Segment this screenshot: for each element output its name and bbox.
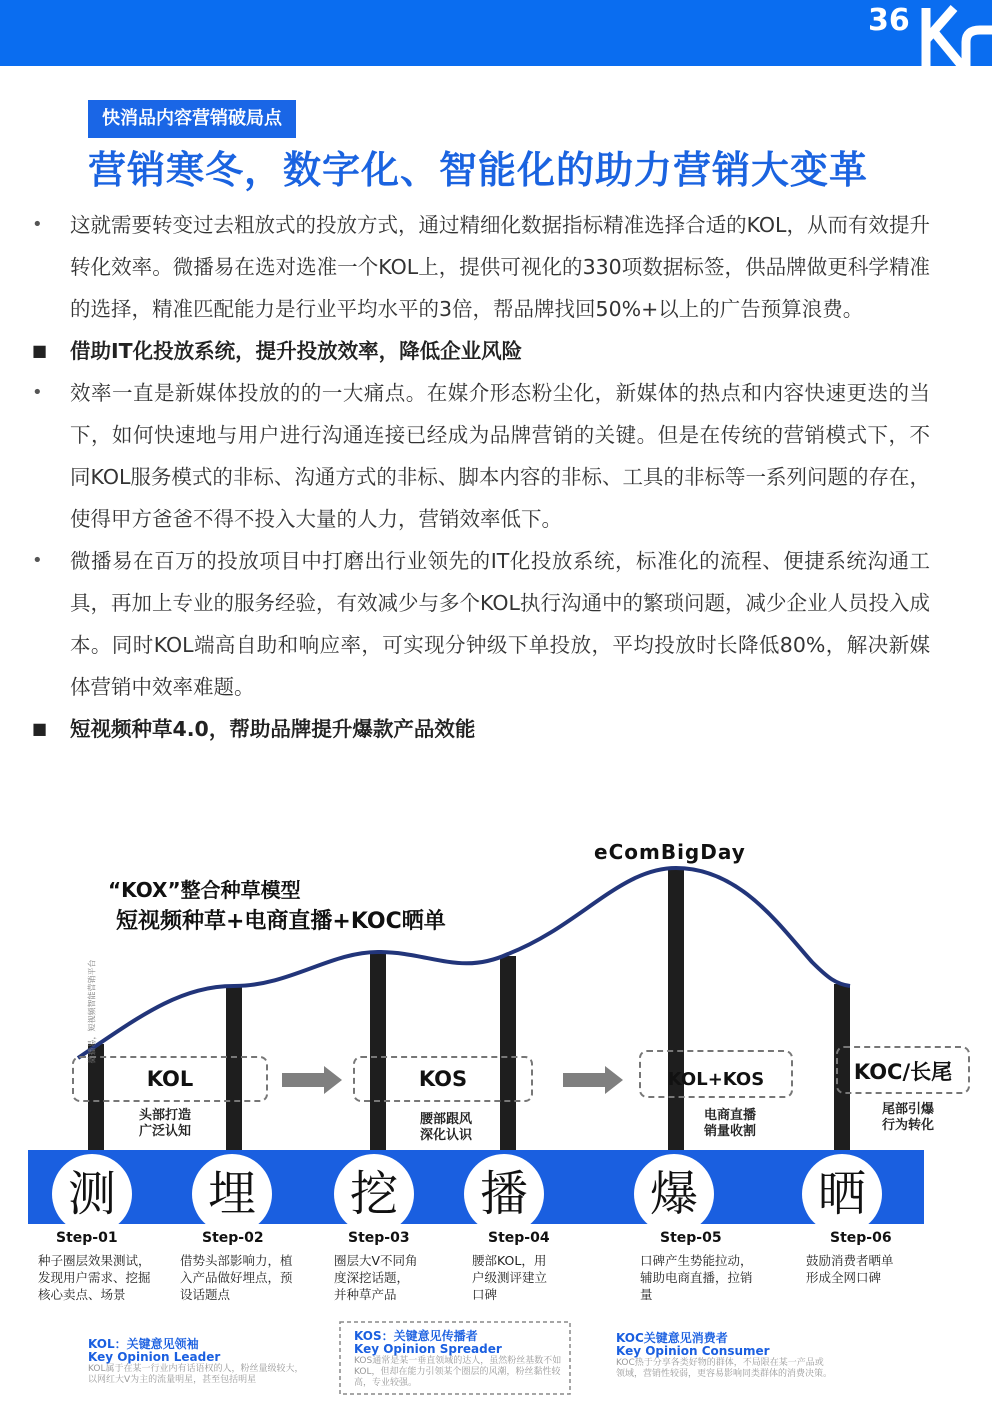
step-label-3: Step-03: [348, 1230, 410, 1246]
stage-char-5: 爆: [634, 1154, 714, 1234]
step-label-2: Step-02: [202, 1230, 264, 1246]
stage-char-6: 晒: [802, 1154, 882, 1234]
step-desc-6: 鼓励消费者晒单 形成全网口碑: [806, 1253, 894, 1285]
stage-char-4: 播: [464, 1154, 544, 1234]
step-label-5: Step-05: [660, 1230, 722, 1246]
svg-text:36: 36: [868, 3, 910, 38]
stage-sub-2: 腰部跟风 深化认识: [419, 1112, 472, 1143]
page-title: 营销寒冬，数字化、智能化的助力营销大变革: [88, 148, 869, 192]
legend-kos-title: KOS：关键意见传播者: [354, 1329, 478, 1343]
step-label-4: Step-04: [488, 1230, 550, 1246]
vertical-note: 微播易，短视频智能营销平台: [87, 959, 97, 1064]
bullet-icon: •: [32, 214, 43, 235]
section-tag: 快消品内容营销破局点: [88, 100, 296, 138]
peak-label: eComBigDay: [594, 840, 746, 864]
heading-text: 借助IT化投放系统，提升投放效率，降低企业风险: [70, 339, 523, 363]
legend-koc-sub: Key Opinion Consumer: [616, 1344, 770, 1358]
legend-kol-desc: KOL属于在某一行业内有话语权的人，粉丝量级较大， 以网红大V为主的流量明星，甚至包括明星: [88, 1364, 304, 1385]
legend-koc: [616, 1332, 856, 1380]
paragraph-text: 微播易在百万的投放项目中打磨出行业领先的IT化投放系统，标准化的流程、便捷系统沟通工具，再加上专业的服务经验，有效减少与多个KOL执行沟通中的繁琐问题，减少企业人员投入成本。同时KOL端高自助和响应率，可实现分钟级下单投放，平均投放时长降低80%，解决新媒体营销中效率难题。: [70, 549, 930, 699]
legend-kos-desc: KOS通常是某一垂直领域的达人，虽然粉丝基数不如 KOL，但却在能力引领某个圈层的风潮，粉丝黏性较 高，专业较强。: [354, 1356, 562, 1388]
square-icon: ■: [32, 341, 48, 360]
stage-sub-1: 头部打造 广泛认知: [138, 1108, 191, 1139]
stage-char-2: 埋: [192, 1154, 272, 1234]
model-title: “KOX”整合种草模型: [108, 878, 301, 902]
legend-kos-sub: Key Opinion Spreader: [354, 1342, 502, 1356]
heading-1: [30, 330, 930, 372]
legend-koc-desc: KOC热于分享各类好物的群体，不局限在某一产品或 领域，营销性较弱，更容易影响同类群体的消费决策。: [616, 1358, 833, 1379]
paragraph-text: 效率一直是新媒体投放的的一大痛点。在媒介形态粉尘化，新媒体的热点和内容快速更迭的当下，如何快速地与用户进行沟通连接已经成为品牌营销的关键。但是在传统的营销模式下，不同KOL服务模式的非标、沟通方式的非标、脚本内容的非标、工具的非标等一系列问题的存在，使得甲方爸爸不得不投入大量的人力，营销效率低下。: [70, 381, 930, 531]
step-desc-5: 口碑产生势能拉动， 辅助电商直播，拉销 量: [640, 1253, 753, 1302]
legend-kol: [88, 1338, 328, 1386]
kox-model-diagram: [20, 836, 970, 1396]
legend-koc-title: KOC关键意见消费者: [616, 1331, 728, 1345]
legend-kol-sub: Key Opinion Leader: [88, 1350, 221, 1364]
arrow-right-icon: [563, 1066, 623, 1094]
bullet-icon: •: [32, 550, 43, 571]
square-icon: ■: [32, 719, 48, 738]
paragraph-text: 这就需要转变过去粗放式的投放方式，通过精细化数据指标精准选择合适的KOL，从而有效提升转化效率。微播易在选对选准一个KOL上，提供可视化的330项数据标签，供品牌做更科学精准的选择，精准匹配能力是行业平均水平的3倍，帮品牌找回50%+以上的广告预算浪费。: [70, 213, 930, 321]
step-label-6: Step-06: [830, 1230, 892, 1246]
stage-sub-4: 尾部引爆 行为转化: [881, 1102, 934, 1133]
legend-kol-title: KOL：关键意见领袖: [88, 1337, 199, 1351]
step-desc-2: 借势头部影响力，植 入产品做好埋点，预 设话题点: [180, 1253, 293, 1302]
heading-text: 短视频种草4.0，帮助品牌提升爆款产品效能: [70, 717, 476, 741]
arrow-right-icon: [282, 1066, 342, 1094]
stage-char-3: 挖: [334, 1154, 414, 1234]
stage-char-1: 测: [52, 1154, 132, 1234]
step-desc-4: 腰部KOL，用 户级测评建立 口碑: [472, 1253, 548, 1302]
stage-bar-3: [370, 952, 386, 1154]
stage-box-koc: KOC/长尾: [836, 1046, 970, 1094]
paragraph-3: [30, 540, 930, 708]
paragraph-2: [30, 372, 930, 540]
model-subtitle: 短视频种草+电商直播+KOC晒单: [116, 909, 446, 934]
article-body: [30, 204, 930, 750]
step-label-1: Step-01: [56, 1230, 118, 1246]
bullet-icon: •: [32, 382, 43, 403]
top-banner: [0, 0, 992, 66]
stage-bar-4: [500, 956, 516, 1154]
paragraph-1: [30, 204, 930, 330]
step-desc-1: 种子圈层效果测试， 发现用户需求、挖掘 核心卖点、场景: [38, 1253, 151, 1302]
stage-sub-3: 电商直播 销量收割: [703, 1108, 756, 1139]
stage-box-kos: KOS: [353, 1056, 533, 1102]
heading-2: [30, 708, 930, 750]
stage-box-kol: KOL: [72, 1056, 268, 1102]
stage-box-kol-kos: KOL+KOS: [639, 1050, 793, 1098]
step-desc-3: 圈层大V不同角 度深挖话题， 并种草产品: [334, 1253, 418, 1302]
36kr-logo: [862, 0, 992, 66]
legend-kos: [354, 1330, 568, 1389]
